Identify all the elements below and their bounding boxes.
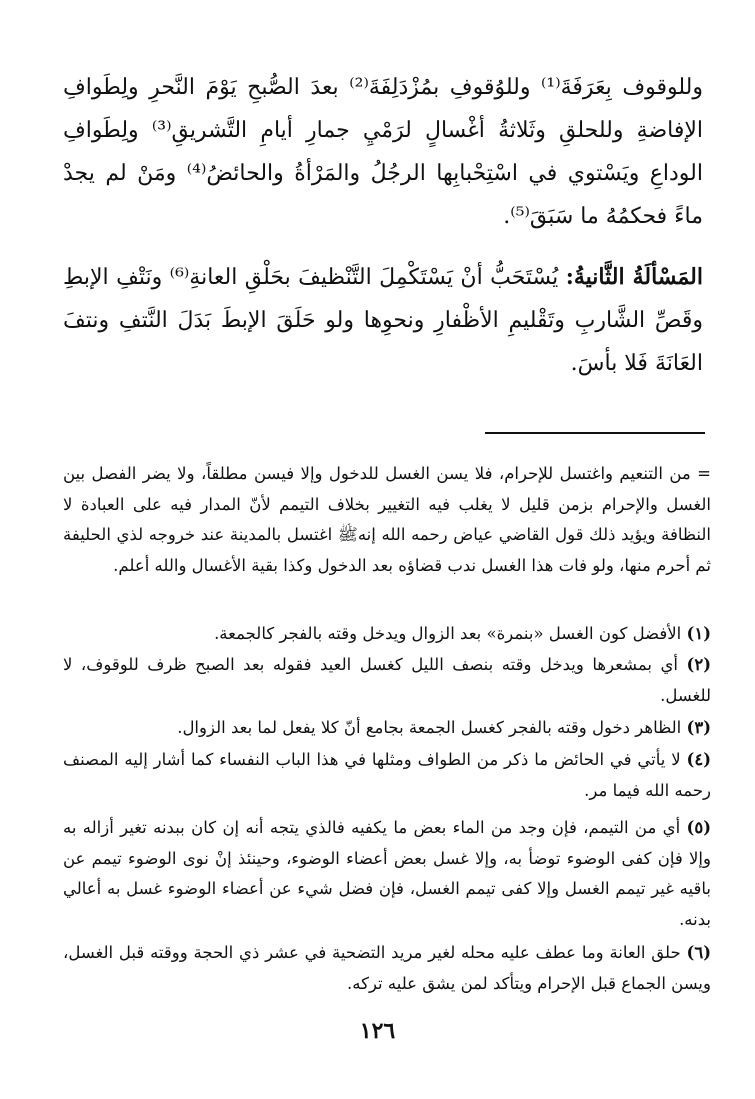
footnote-2 (63, 650, 711, 711)
footnote-number: (٣) (686, 718, 711, 737)
footnote-text: أي بمشعرها ويدخل وقته بنصف الليل كغسل العيد فقوله بعد الصبح ظرف للوقوف، لا للغسل. (63, 655, 711, 705)
issue-heading: المَسْألَةُ الثَّانيةُ: (565, 264, 703, 290)
footnote-1 (63, 619, 711, 650)
footnote-text: الظاهر دخول وقته بالفجر كغسل الجمعة بجامع أنّ كلا يفعل لما بعد الزوال. (177, 718, 687, 737)
footnote-6 (63, 938, 711, 999)
footnote-continuation: = من التنعيم واغتسل للإحرام، فلا يسن الغسل للدخول وإلا فيسن مطلقاً، ولا يضر الفصل بين الغسل والإحرام بزمن قليل لا يغلب فيه التغيير بخلاف التيمم لأنّ المدار فيه على العبادة لا النظافة ويؤيد ذلك قول القاضي عياض رحمه الله إنهﷺ اغتسل بالمدينة عند خروجه لذي الحليفة ثم أحرم منها، ولو فات هذا الغسل ندب قضاؤه بعد الدخول وكذا بقية الأغسال والله أعلم. (63, 464, 711, 575)
footnote-number: (١) (686, 624, 711, 643)
footnote-text: أي من التيمم، فإن وجد من الماء بعض ما يكفيه فالذي يتجه أنه إن كان ببدنه تغير أزاله به وإلا فإن كفى الوضوء توضأ به، وإلا غسل بعض أعضاء الوضوء، وحينئذ إنْ نوى الوضوء تيمم عن باقيه غير تيمم الغسل وإلا كفى تيمم الغسل، فإن فضل شيء عن أعضاء الوضوء غسل به أعالي بدنه. (63, 818, 711, 929)
footnote-4 (63, 745, 711, 806)
main-paragraph-1: وللوقوف بِعَرَفَةَ⁽¹⁾ وللوُقوفِ بمُزْدَلِفَةَ⁽²⁾ بعدَ الصُّبحِ يَوْمَ النَّحرِ ولِطَوافِ الإفاضةِ وللحلقِ وثَلاثةُ أغْسالٍ لرَمْيِ جمارِ أيامِ التَّشريقِ⁽³⁾ ولِطَوافِ الوداعِ ويَسْتوي في اسْتِحْبابِها الرجُلُ والمَرْأةُ والحائضُ⁽⁴⁾ ومَنْ لم يجدْ ماءً فحكمُهُ ما سَبَقَ⁽⁵⁾. (63, 75, 703, 229)
footnote-number: (٥) (686, 818, 711, 837)
footnote-number: (٤) (686, 750, 711, 769)
footnote-number: (٦) (686, 943, 711, 962)
main-paragraph-2 (63, 256, 703, 385)
footnote-text: لا يأتي في الحائض ما ذكر من الطواف ومثلها في هذا الباب النفساء كما أشار إليه المصنف رحمه الله فيما مر. (63, 750, 711, 800)
footnote-divider (485, 432, 705, 434)
footnote-5 (63, 813, 711, 935)
page-number: ١٢٦ (359, 1018, 396, 1044)
footnote-text: الأفضل كون الغسل «بنمرة» بعد الزوال ويدخل وقته بالفجر كالجمعة. (214, 624, 687, 643)
footnote-text: حلق العانة وما عطف عليه محله لغير مريد التضحية في عشر ذي الحجة ووقته قبل الغسل، ويسن الجماع قبل الإحرام ويتأكد لمن يشق عليه تركه. (63, 943, 711, 993)
footnote-number: (٢) (686, 655, 711, 674)
footnote-3 (63, 713, 711, 744)
issue-body: يُسْتَحَبُّ أنْ يَسْتَكْمِلَ التَّنْظيفَ بحَلْقِ العانةِ⁽⁶⁾ ونَتْفِ الإبطِ وقَصِّ الشَّاربِ وتَقْليمِ الأظْفارِ ونحوِها ولو حَلَقَ الإبطَ بَدَلَ النَّتفِ ونتفَ العَانَةَ فَلا بأسَ. (63, 265, 703, 376)
